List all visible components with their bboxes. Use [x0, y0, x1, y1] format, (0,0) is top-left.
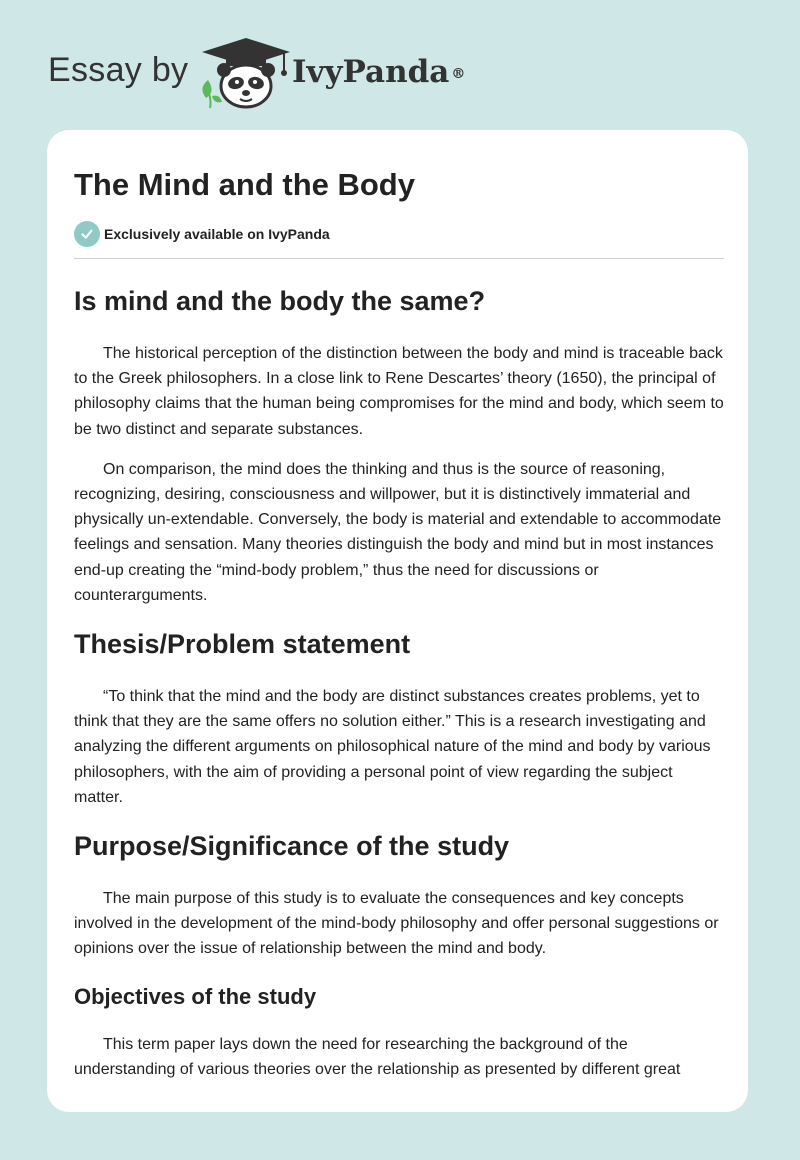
essay-content — [74, 130, 724, 1082]
essay-title: The Mind and the Body — [74, 167, 415, 202]
paragraph: On comparison, the mind does the thinking and thus is the source of reasoning, recognizing, desiring, consciousness and willpower, but it is distinctively immaterial and physically un-extendable. Conversely, the body is material and extendable to accommodate feelings and sensation. Many theories distinguish the body and mind but in most instances end-up creating the “mind-body problem,” thus the need for discussions or counterarguments. — [74, 460, 722, 604]
essay-card — [47, 130, 748, 1112]
title-divider — [74, 258, 724, 259]
section-heading: Thesis/Problem statement — [74, 629, 411, 660]
check-circle-icon — [74, 221, 100, 247]
exclusive-badge — [74, 221, 724, 247]
brand-name[interactable]: IvyPanda ® — [292, 54, 466, 90]
essay-by-label: Essay by — [48, 51, 189, 89]
site-header — [0, 0, 800, 130]
section-heading: Is mind and the body the same? — [74, 286, 486, 316]
paragraph: The historical perception of the distinction between the body and mind is traceable back to the Greek philosophers. In a close link to Rene Descartes’ theory (1650), the principal of philosophy claims that the human being compromises for the mind and body, which seem to be two distinct and separate substances. — [74, 345, 724, 438]
paragraph: “To think that the mind and the body are distinct substances creates problems, yet to think that they are the same offers no solution either.” This is a research investigating and analyzing the different arguments on philosophical nature of the mind and body by various philosophers, with the aim of providing a personal point of view regarding the subject matter. — [74, 688, 711, 806]
paragraph: This term paper lays down the need for researching the background of the understanding of various theories over the relationship as presented by different great — [74, 1035, 681, 1078]
subsection-heading: Objectives of the study — [74, 983, 317, 1009]
badge-label: Exclusively available on IvyPanda — [104, 226, 330, 242]
panda-graduate-logo-icon — [196, 36, 296, 110]
section-heading: Purpose/Significance of the study — [74, 831, 510, 862]
registered-mark: ® — [451, 66, 466, 82]
paragraph: The main purpose of this study is to evaluate the consequences and key concepts involved in the development of the mind-body philosophy and offer personal suggestions or opinions over the issue of relationship between the mind and body. — [74, 890, 719, 958]
